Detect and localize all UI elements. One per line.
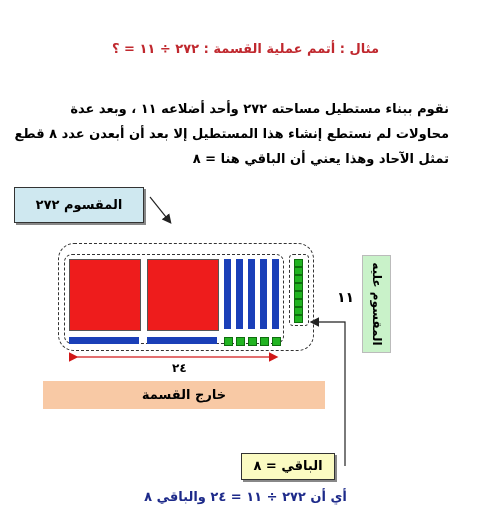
unit-cube (248, 337, 257, 346)
dividend-pointer (150, 197, 170, 222)
remainder-unit (294, 307, 303, 315)
divisor-text: المقسوم عليه (369, 262, 384, 346)
remainder-unit (294, 267, 303, 275)
unit-cube (224, 337, 233, 346)
explanation-line-2: محاولات لم نستطع إنشاء هذا المستطيل إلا بعد أن أبعدن عدد ٨ قطع (14, 127, 449, 142)
remainder-unit (294, 283, 303, 291)
remainder-unit (294, 299, 303, 307)
ten-rod (147, 337, 217, 344)
page-title: مثال : أتمم عملية القسمة : ٢٧٢ ÷ ١١ = ؟ (111, 42, 380, 57)
remainder-label: الباقي = ٨ (241, 453, 335, 480)
ten-rod (236, 259, 243, 329)
divisor-label (362, 255, 391, 353)
remainder-unit (294, 275, 303, 283)
unit-cube (260, 337, 269, 346)
ten-rod (272, 259, 279, 329)
remainder-unit (294, 315, 303, 323)
side-length-label: ١١ (337, 290, 355, 306)
explanation-line-1: نقوم ببناء مستطيل مساحته ٢٧٢ وأحد أضلاعه ١١ ، وبعد عدة (70, 102, 449, 117)
answer-statement: أي أن ٢٧٢ ÷ ١١ = ٢٤ والباقي ٨ (144, 490, 347, 505)
unit-cube (272, 337, 281, 346)
hundred-square (69, 259, 141, 331)
ten-rod (248, 259, 255, 329)
unit-cube (236, 337, 245, 346)
ten-rod (224, 259, 231, 329)
explanation-line-3: تمثل الآحاد وهذا يعني أن الباقي هنا = ٨ (192, 152, 449, 167)
hundred-square (147, 259, 219, 331)
remainder-unit (294, 291, 303, 299)
quotient-label: خارج القسمة (43, 381, 325, 409)
remainder-unit (294, 259, 303, 267)
dividend-label: المقسوم ٢٧٢ (14, 187, 144, 223)
ten-rod (260, 259, 267, 329)
ten-rod (69, 337, 139, 344)
length-label: ٢٤ (172, 361, 187, 375)
